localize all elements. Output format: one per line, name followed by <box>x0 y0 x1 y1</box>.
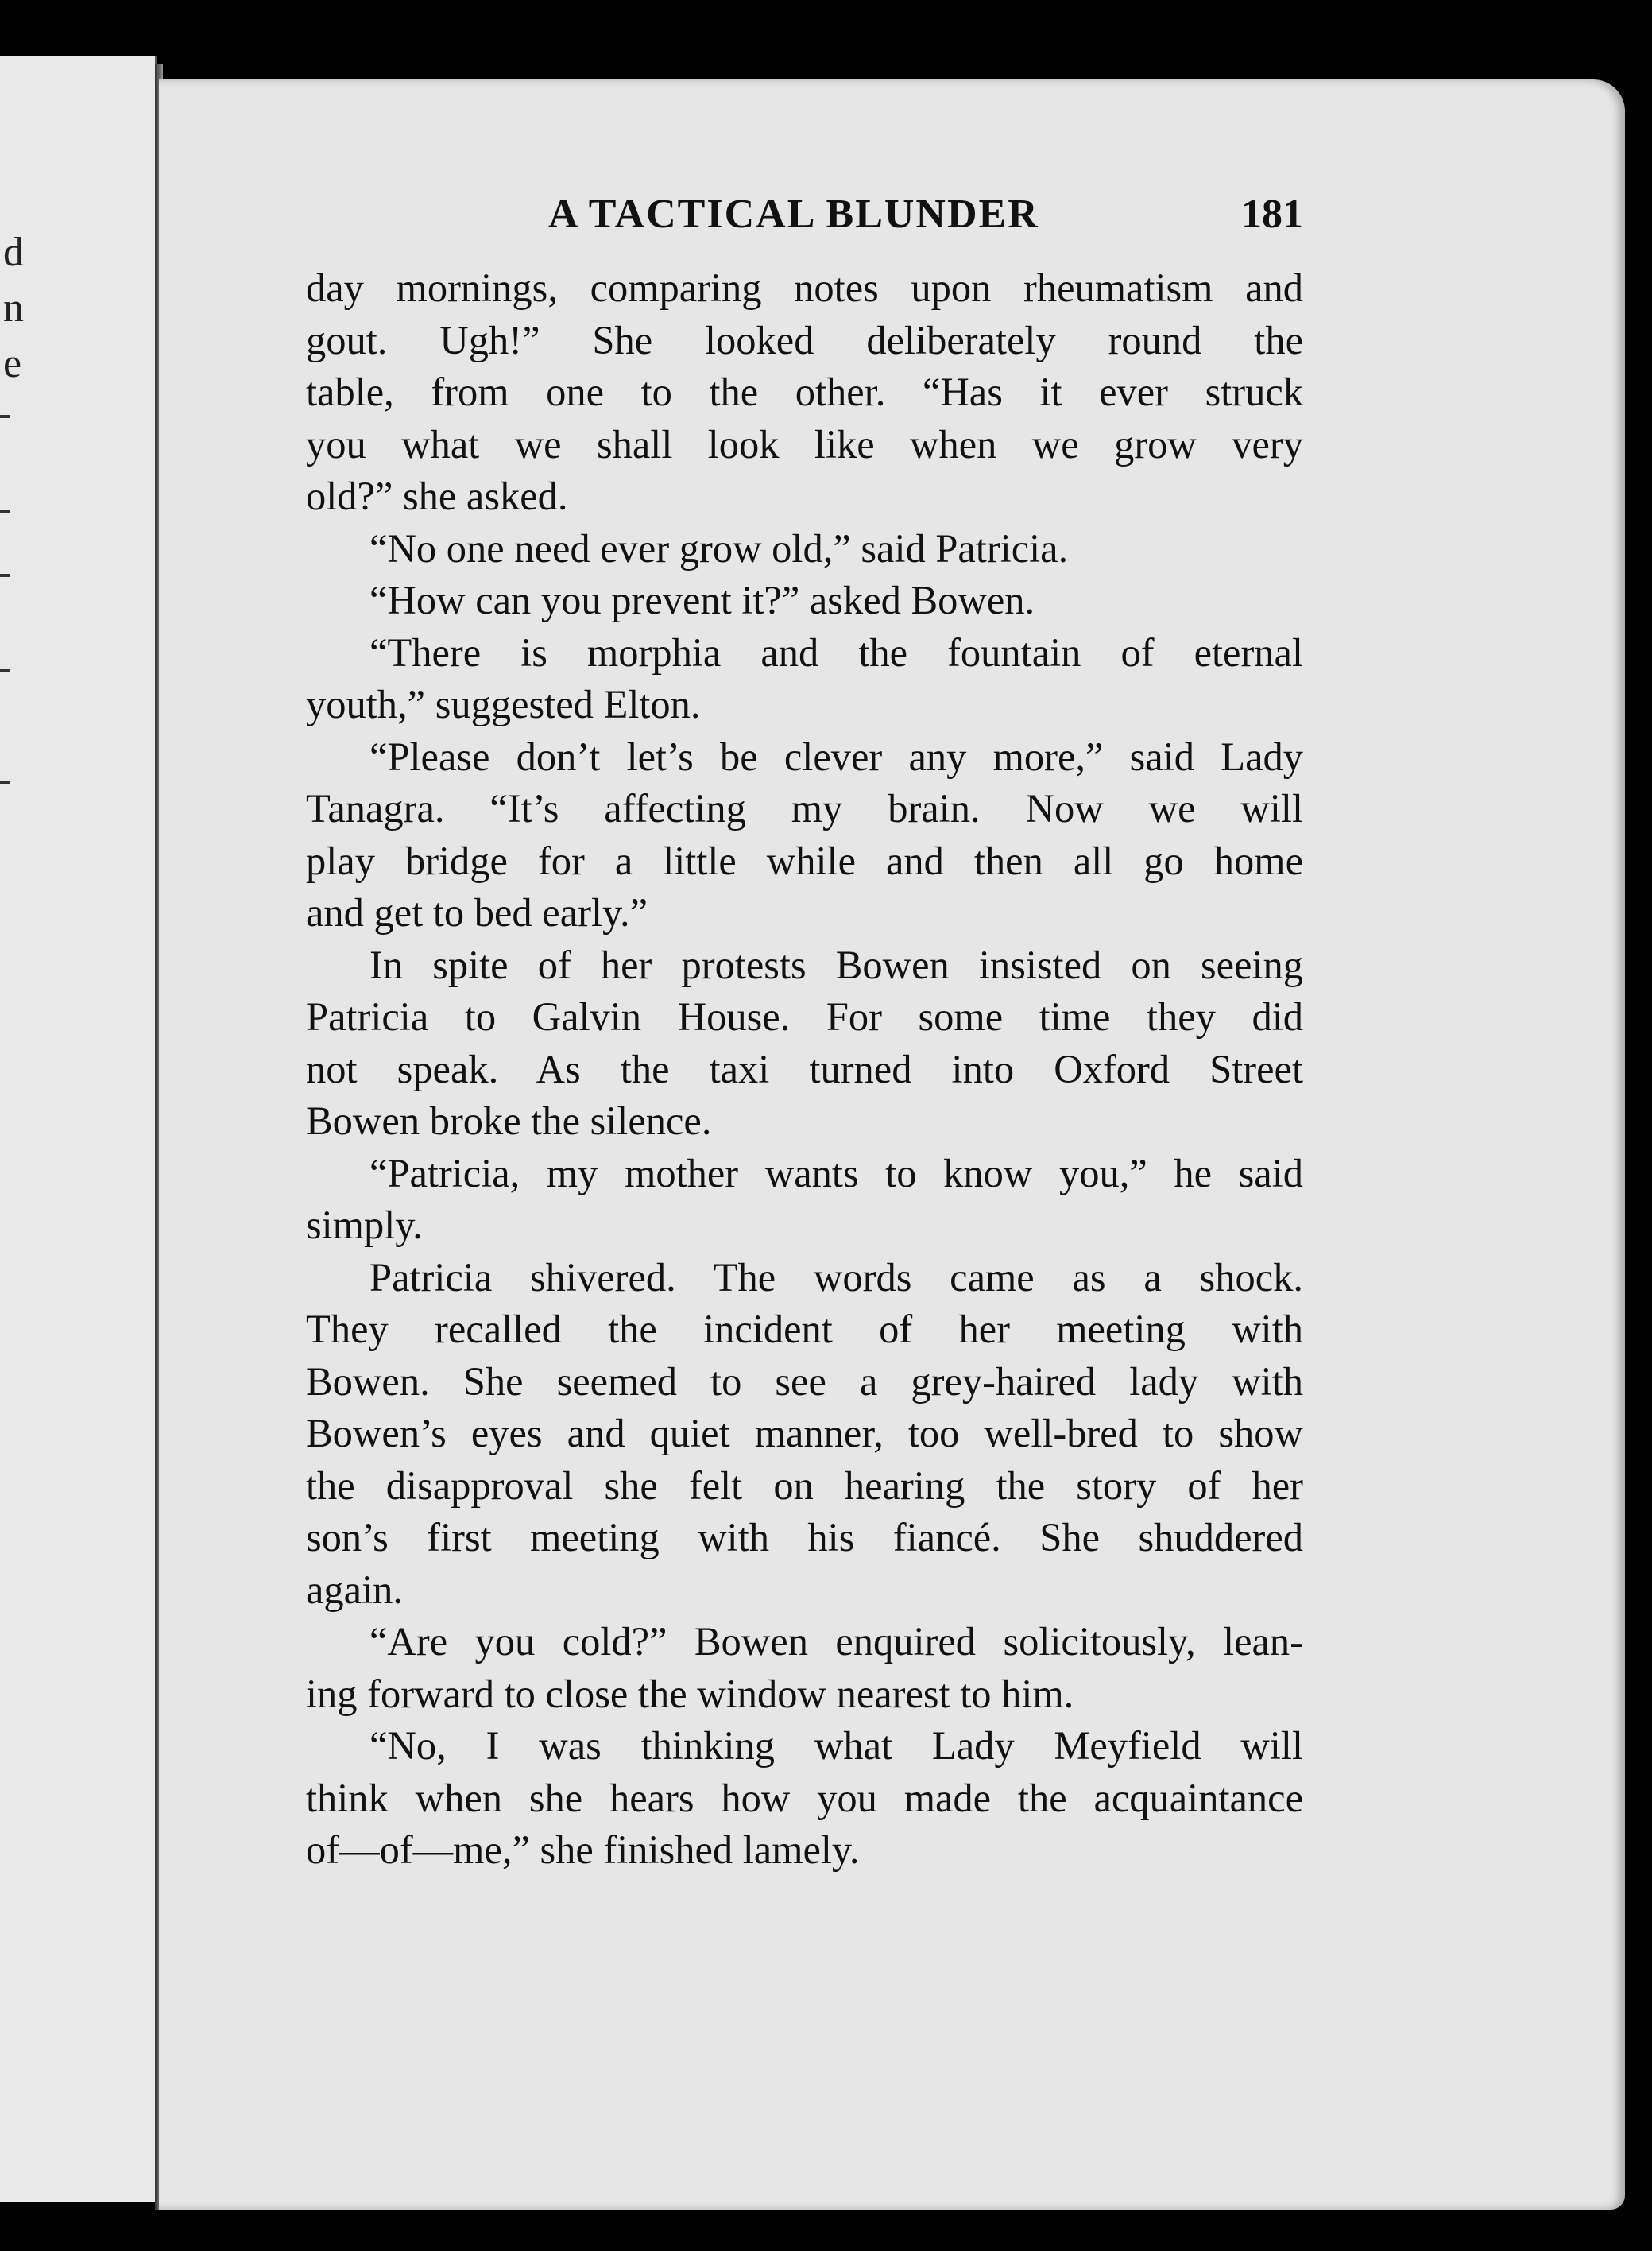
page-body <box>306 262 1303 1877</box>
text-line: Patricia shivered. The words came as a shock. <box>369 1254 1303 1300</box>
text-line: again. <box>306 1567 403 1612</box>
text-line: day mornings, comparing notes upon rheumatism and <box>306 265 1303 310</box>
text-line: Patricia to Galvin House. For some time they did <box>306 994 1303 1039</box>
left-page-fragment: d <box>3 230 24 275</box>
text-line: They recalled the incident of her meeting with <box>306 1307 1303 1351</box>
text-line: “How can you prevent it?” asked Bowen. <box>369 578 1035 622</box>
left-page-mark <box>0 510 10 513</box>
text-line: the disapproval she felt on hearing the story of her <box>306 1463 1303 1508</box>
text-line: you what we shall look like when we grow very <box>306 421 1303 467</box>
left-page-mark <box>0 574 10 577</box>
running-title: A TACTICAL BLUNDER <box>548 192 1039 237</box>
left-page-edge <box>0 56 157 2202</box>
text-line: old?” she asked. <box>306 474 568 518</box>
text-line: play bridge for a little while and then all go home <box>306 838 1303 883</box>
text-line: Tanagra. “It’s affecting my brain. Now we will <box>306 786 1303 831</box>
text-line: not speak. As the taxi turned into Oxford Street <box>306 1046 1303 1091</box>
text-line: think when she hears how you made the acquaintance <box>306 1775 1303 1820</box>
left-page-mark <box>0 415 10 418</box>
text-line: gout. Ugh!” She looked deliberately round the <box>306 317 1303 362</box>
text-line: “No one need ever grow old,” said Patricia. <box>369 525 1069 571</box>
text-line: “Are you cold?” Bowen enquired solicitously, lean- <box>369 1619 1303 1664</box>
text-line: and get to bed early.” <box>306 890 648 935</box>
text-line: “No, I was thinking what Lady Meyfield will <box>369 1723 1303 1768</box>
left-page-fragment: n <box>3 285 24 331</box>
text-line: Bowen’s eyes and quiet manner, too well-bred to show <box>306 1411 1303 1455</box>
left-page-mark <box>0 669 10 672</box>
text-line: ing forward to close the window nearest to him. <box>306 1671 1074 1716</box>
text-line: “Please don’t let’s be clever any more,” said Lady <box>369 734 1303 779</box>
text-line: son’s first meeting with his fiancé. She shuddered <box>306 1515 1303 1559</box>
text-line: “There is morphia and the fountain of eternal <box>369 630 1303 675</box>
text-line: Bowen. She seemed to see a grey-haired lady with <box>306 1358 1303 1404</box>
text-line: youth,” suggested Elton. <box>306 682 701 726</box>
page-number: 181 <box>1241 192 1303 237</box>
text-line: simply. <box>306 1203 423 1247</box>
left-page-fragment: e <box>3 341 22 386</box>
text-line: table, from one to the other. “Has it ever struck <box>306 370 1303 414</box>
text-line: In spite of her protests Bowen insisted on seeing <box>369 942 1303 987</box>
text-line: of—of—me,” she finished lamely. <box>306 1827 860 1872</box>
left-page-mark <box>0 781 10 784</box>
running-header <box>548 191 1303 246</box>
text-line: Bowen broke the silence. <box>306 1098 712 1143</box>
text-line: “Patricia, my mother wants to know you,” he said <box>369 1150 1303 1195</box>
